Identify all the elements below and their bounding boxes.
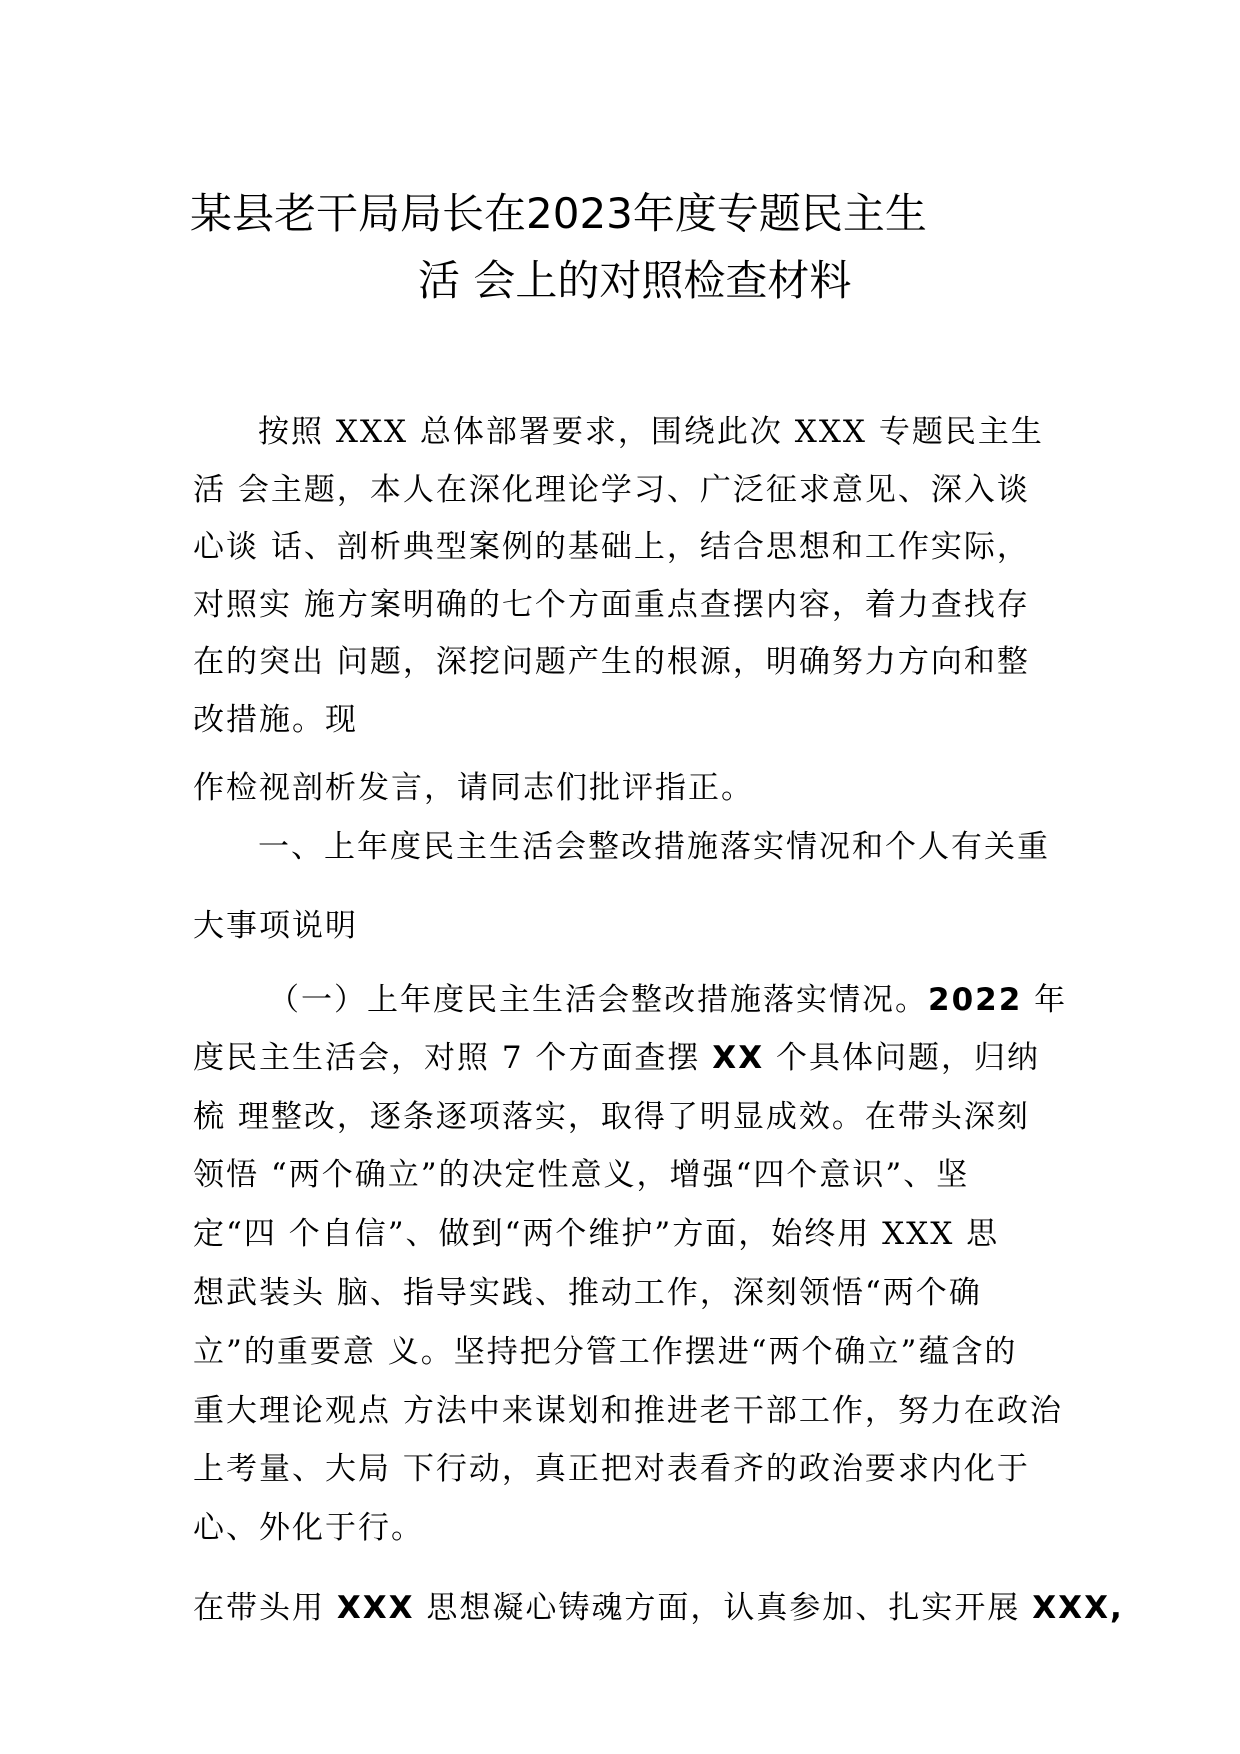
subsection-line — [268, 980, 1148, 1020]
body-line — [193, 1038, 1073, 1078]
subsection-suffix: 年 — [1022, 982, 1068, 1018]
body-line: 对照实 施方案明确的七个方面重点查摆内容，着力查找存 — [193, 587, 1030, 623]
body-text: 度民主生活会，对照 7 个方面查摆 — [193, 1040, 713, 1076]
body-line: 改措施。现 — [193, 702, 358, 738]
body-line — [193, 1588, 1124, 1628]
body-line: 定“四 个自信”、做到“两个维护”方面，始终用 XXX 思 — [193, 1216, 1000, 1252]
document-title-line-1: 某县老干局局长在2023年度专题民主生 — [190, 189, 927, 238]
document-title-line-2: 活 会上的对照检查材料 — [418, 256, 852, 305]
section-heading-line: 大事项说明 — [193, 908, 358, 944]
body-suffix: 个具体问题，归纳 — [764, 1040, 1040, 1076]
bold-term: XXX — [336, 1590, 415, 1626]
body-line: 重大理论观点 方法中来谋划和推进老干部工作，努力在政治 — [193, 1393, 1063, 1429]
body-line: 心、外化于行。 — [193, 1510, 424, 1546]
body-line: 梳 理整改，逐条逐项落实，取得了明显成效。在带头深刻 — [193, 1099, 1030, 1135]
body-line: 立”的重要意 义。坚持把分管工作摆进“两个确立”蕴含的 — [193, 1334, 1018, 1370]
body-line: 上考量、大局 下行动，真正把对表看齐的政治要求内化于 — [193, 1451, 1030, 1487]
bold-term-end: XXX, — [1032, 1590, 1124, 1626]
subsection-text: （一）上年度民主生活会整改措施落实情况。 — [268, 982, 928, 1018]
body-line: 想武装头 脑、指导实践、推动工作，深刻领悟“两个确 — [193, 1275, 982, 1311]
section-heading-line: 一、上年度民主生活会整改措施落实情况和个人有关重 — [258, 829, 1050, 865]
body-suffix: 思想凝心铸魂方面，认真参加、扎实开展 — [414, 1590, 1033, 1626]
body-text: 在带头用 — [193, 1590, 337, 1626]
body-line: 按照 XXX 总体部署要求，围绕此次 XXX 专题民主生 — [258, 414, 1044, 450]
body-line: 领悟 “两个确立”的决定性意义，增强“四个意识”、坚 — [193, 1157, 970, 1193]
body-line: 在的突出 问题，深挖问题产生的根源，明确努力方向和整 — [193, 644, 1030, 680]
year-value: 2022 — [928, 982, 1023, 1018]
body-line: 作检视剖析发言，请同志们批评指正。 — [193, 770, 754, 806]
body-line: 心谈 话、剖析典型案例的基础上，结合思想和工作实际， — [193, 529, 1030, 565]
problem-count: XX — [712, 1040, 765, 1076]
body-line: 活 会主题，本人在深化理论学习、广泛征求意见、深入谈 — [193, 472, 1030, 508]
